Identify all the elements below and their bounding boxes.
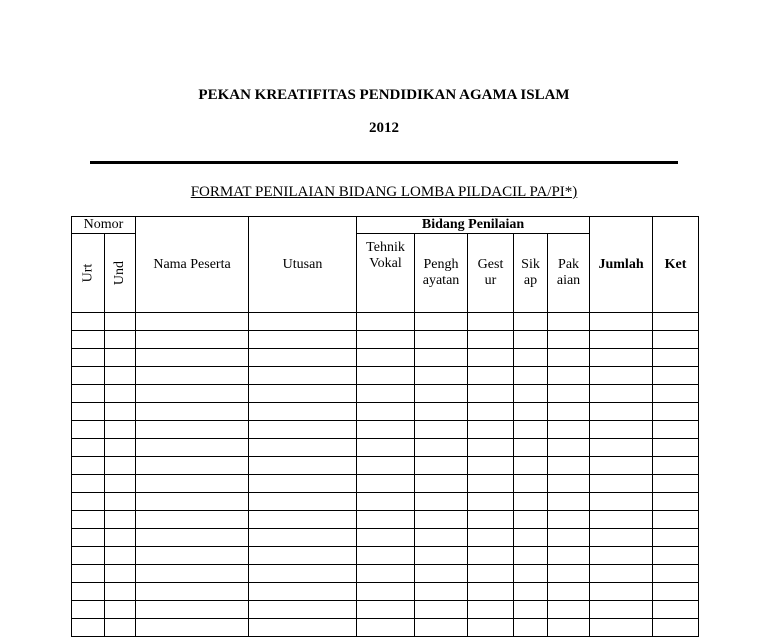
table-cell	[249, 511, 357, 529]
table-row	[72, 601, 699, 619]
header-pakaian-line1: Pak	[558, 257, 580, 272]
table-cell	[653, 439, 699, 457]
table-cell	[105, 493, 136, 511]
table-cell	[249, 385, 357, 403]
table-cell	[136, 403, 249, 421]
table-cell	[514, 385, 548, 403]
header-sikap-line2: ap	[523, 273, 538, 288]
table-cell	[72, 619, 105, 637]
table-cell	[105, 385, 136, 403]
table-cell	[468, 583, 514, 601]
table-cell	[548, 565, 590, 583]
table-cell	[548, 493, 590, 511]
table-cell	[357, 601, 415, 619]
table-cell	[136, 313, 249, 331]
document-subtitle: FORMAT PENILAIAN BIDANG LOMBA PILDACIL PA/PI*)	[190, 184, 578, 200]
header-und-text: Und	[112, 260, 127, 286]
table-cell	[514, 439, 548, 457]
table-row	[72, 547, 699, 565]
table-cell	[548, 439, 590, 457]
table-cell	[105, 457, 136, 475]
table-cell	[415, 619, 468, 637]
table-cell	[514, 331, 548, 349]
table-cell	[249, 439, 357, 457]
table-cell	[415, 331, 468, 349]
header-utusan: Utusan	[249, 217, 357, 313]
header-gestur-line2: ur	[484, 273, 497, 288]
header-tehnik-vokal	[357, 234, 415, 313]
table-row	[72, 457, 699, 475]
table-cell	[468, 547, 514, 565]
table-cell	[249, 331, 357, 349]
table-row	[72, 313, 699, 331]
table-row	[72, 367, 699, 385]
table-cell	[548, 475, 590, 493]
header-sikap-line1: Sik	[521, 257, 540, 272]
table-cell	[72, 421, 105, 439]
table-cell	[249, 601, 357, 619]
table-cell	[514, 619, 548, 637]
table-cell	[72, 493, 105, 511]
table-cell	[136, 529, 249, 547]
table-cell	[249, 349, 357, 367]
table-cell	[514, 313, 548, 331]
header-sikap	[514, 234, 548, 313]
table-cell	[249, 547, 357, 565]
table-cell	[468, 493, 514, 511]
table-cell	[249, 565, 357, 583]
table-cell	[653, 367, 699, 385]
table-cell	[653, 475, 699, 493]
table-cell	[548, 403, 590, 421]
table-cell	[653, 313, 699, 331]
header-tehnik-vokal-line2: Vokal	[369, 256, 402, 271]
table-cell	[514, 457, 548, 475]
table-cell	[590, 583, 653, 601]
table-cell	[249, 457, 357, 475]
table-row	[72, 421, 699, 439]
table-cell	[415, 439, 468, 457]
table-cell	[105, 529, 136, 547]
table-cell	[590, 529, 653, 547]
table-cell	[653, 403, 699, 421]
table-cell	[136, 439, 249, 457]
table-cell	[357, 511, 415, 529]
table-cell	[249, 367, 357, 385]
header-urt-text: Urt	[79, 263, 95, 283]
table-cell	[136, 421, 249, 439]
table-cell	[514, 403, 548, 421]
table-cell	[590, 457, 653, 475]
table-cell	[105, 619, 136, 637]
table-cell	[653, 529, 699, 547]
header-penghayatan-line1: Pengh	[423, 257, 459, 272]
table-cell	[105, 565, 136, 583]
header-bidang-penilaian: Bidang Penilaian	[357, 217, 590, 234]
table-cell	[249, 619, 357, 637]
table-cell	[136, 385, 249, 403]
table-cell	[415, 583, 468, 601]
table-cell	[136, 601, 249, 619]
table-cell	[514, 367, 548, 385]
table-cell	[468, 313, 514, 331]
table-cell	[72, 475, 105, 493]
assessment-table	[71, 216, 699, 637]
table-cell	[357, 619, 415, 637]
table-cell	[72, 583, 105, 601]
table-cell	[72, 331, 105, 349]
table-cell	[548, 511, 590, 529]
table-cell	[249, 313, 357, 331]
table-cell	[105, 331, 136, 349]
header-nama-peserta: Nama Peserta	[136, 217, 249, 313]
table-cell	[468, 367, 514, 385]
table-cell	[105, 601, 136, 619]
table-cell	[653, 331, 699, 349]
table-row	[72, 565, 699, 583]
table-cell	[468, 457, 514, 475]
table-cell	[653, 511, 699, 529]
table-cell	[415, 421, 468, 439]
table-cell	[415, 511, 468, 529]
table-cell	[357, 421, 415, 439]
table-cell	[590, 547, 653, 565]
header-gestur-line1: Gest	[477, 257, 504, 272]
table-row	[72, 583, 699, 601]
table-cell	[653, 349, 699, 367]
table-cell	[514, 511, 548, 529]
table-cell	[105, 511, 136, 529]
table-cell	[514, 565, 548, 583]
table-cell	[136, 475, 249, 493]
table-cell	[514, 601, 548, 619]
table-cell	[653, 421, 699, 439]
header-divider	[90, 161, 678, 164]
table-cell	[415, 385, 468, 403]
table-cell	[105, 583, 136, 601]
table-cell	[514, 475, 548, 493]
table-cell	[590, 313, 653, 331]
table-cell	[249, 475, 357, 493]
table-cell	[136, 619, 249, 637]
table-cell	[468, 421, 514, 439]
table-cell	[548, 385, 590, 403]
header-gestur	[468, 234, 514, 313]
table-cell	[136, 349, 249, 367]
header-ket: Ket	[653, 217, 699, 313]
table-cell	[548, 367, 590, 385]
table-cell	[514, 493, 548, 511]
table-cell	[590, 349, 653, 367]
table-cell	[548, 349, 590, 367]
table-cell	[548, 583, 590, 601]
table-cell	[357, 331, 415, 349]
table-cell	[105, 313, 136, 331]
table-cell	[357, 367, 415, 385]
table-cell	[357, 565, 415, 583]
header-und	[105, 234, 136, 313]
table-cell	[415, 493, 468, 511]
table-cell	[72, 529, 105, 547]
table-cell	[72, 385, 105, 403]
table-cell	[468, 385, 514, 403]
table-row	[72, 619, 699, 637]
table-cell	[357, 385, 415, 403]
table-row	[72, 511, 699, 529]
table-cell	[468, 511, 514, 529]
table-row	[72, 385, 699, 403]
table-cell	[653, 547, 699, 565]
table-cell	[590, 475, 653, 493]
table-row	[72, 349, 699, 367]
table-cell	[249, 583, 357, 601]
table-cell	[105, 367, 136, 385]
table-cell	[249, 493, 357, 511]
table-cell	[415, 601, 468, 619]
table-cell	[468, 331, 514, 349]
table-cell	[72, 367, 105, 385]
table-cell	[514, 349, 548, 367]
document-title: PEKAN KREATIFITAS PENDIDIKAN AGAMA ISLAM	[198, 87, 570, 103]
table-cell	[415, 349, 468, 367]
table-cell	[72, 403, 105, 421]
table-cell	[468, 565, 514, 583]
table-cell	[357, 583, 415, 601]
header-urt	[72, 234, 105, 313]
header-pakaian-line2: aian	[556, 273, 581, 288]
table-cell	[590, 403, 653, 421]
header-nomor: Nomor	[72, 217, 136, 234]
table-cell	[72, 565, 105, 583]
table-cell	[357, 403, 415, 421]
table-cell	[249, 403, 357, 421]
table-cell	[468, 403, 514, 421]
table-cell	[136, 493, 249, 511]
header-tehnik-vokal-line1: Tehnik	[366, 240, 405, 255]
table-row	[72, 403, 699, 421]
table-cell	[415, 367, 468, 385]
table-cell	[468, 349, 514, 367]
table-cell	[590, 385, 653, 403]
table-cell	[415, 313, 468, 331]
table-cell	[468, 601, 514, 619]
header-jumlah: Jumlah	[590, 217, 653, 313]
table-cell	[136, 457, 249, 475]
table-cell	[653, 583, 699, 601]
table-cell	[72, 511, 105, 529]
table-row	[72, 475, 699, 493]
table-cell	[548, 457, 590, 475]
table-cell	[136, 547, 249, 565]
table-cell	[105, 421, 136, 439]
table-cell	[514, 529, 548, 547]
table-cell	[468, 619, 514, 637]
table-cell	[548, 619, 590, 637]
table-cell	[72, 349, 105, 367]
table-row	[72, 331, 699, 349]
table-cell	[514, 583, 548, 601]
table-cell	[514, 421, 548, 439]
table-cell	[249, 529, 357, 547]
table-cell	[415, 529, 468, 547]
table-cell	[415, 547, 468, 565]
table-cell	[249, 421, 357, 439]
table-cell	[468, 529, 514, 547]
table-cell	[72, 439, 105, 457]
table-cell	[653, 619, 699, 637]
table-cell	[653, 493, 699, 511]
table-cell	[357, 439, 415, 457]
table-cell	[468, 439, 514, 457]
table-cell	[105, 475, 136, 493]
header-penghayatan-line2: ayatan	[422, 273, 460, 288]
table-cell	[357, 475, 415, 493]
table-row	[72, 493, 699, 511]
table-cell	[653, 601, 699, 619]
table-cell	[357, 529, 415, 547]
table-cell	[72, 457, 105, 475]
table-cell	[653, 565, 699, 583]
table-cell	[590, 439, 653, 457]
table-cell	[590, 511, 653, 529]
table-cell	[590, 565, 653, 583]
table-cell	[136, 331, 249, 349]
table-row	[72, 529, 699, 547]
table-row	[72, 439, 699, 457]
table-cell	[548, 601, 590, 619]
table-cell	[415, 457, 468, 475]
table-cell	[72, 547, 105, 565]
table-cell	[548, 529, 590, 547]
table-cell	[653, 385, 699, 403]
header-pakaian	[548, 234, 590, 313]
table-body	[72, 313, 699, 637]
table-cell	[468, 475, 514, 493]
table-cell	[590, 601, 653, 619]
table-cell	[357, 493, 415, 511]
table-cell	[415, 565, 468, 583]
table-cell	[590, 331, 653, 349]
table-cell	[136, 565, 249, 583]
table-cell	[105, 439, 136, 457]
table-cell	[357, 349, 415, 367]
table-cell	[136, 583, 249, 601]
table-cell	[514, 547, 548, 565]
table-cell	[548, 421, 590, 439]
table-cell	[72, 313, 105, 331]
table-cell	[105, 547, 136, 565]
table-cell	[548, 313, 590, 331]
table-cell	[590, 619, 653, 637]
table-cell	[136, 511, 249, 529]
table-cell	[105, 349, 136, 367]
table-cell	[590, 367, 653, 385]
table-cell	[548, 331, 590, 349]
table-cell	[590, 421, 653, 439]
table-cell	[415, 475, 468, 493]
table-cell	[548, 547, 590, 565]
document-year: 2012	[369, 120, 399, 136]
table-cell	[357, 313, 415, 331]
table-cell	[415, 403, 468, 421]
header-penghayatan	[415, 234, 468, 313]
table-cell	[72, 601, 105, 619]
table-cell	[357, 547, 415, 565]
table-cell	[653, 457, 699, 475]
table-cell	[105, 403, 136, 421]
table-cell	[136, 367, 249, 385]
table-cell	[590, 493, 653, 511]
table-cell	[357, 457, 415, 475]
